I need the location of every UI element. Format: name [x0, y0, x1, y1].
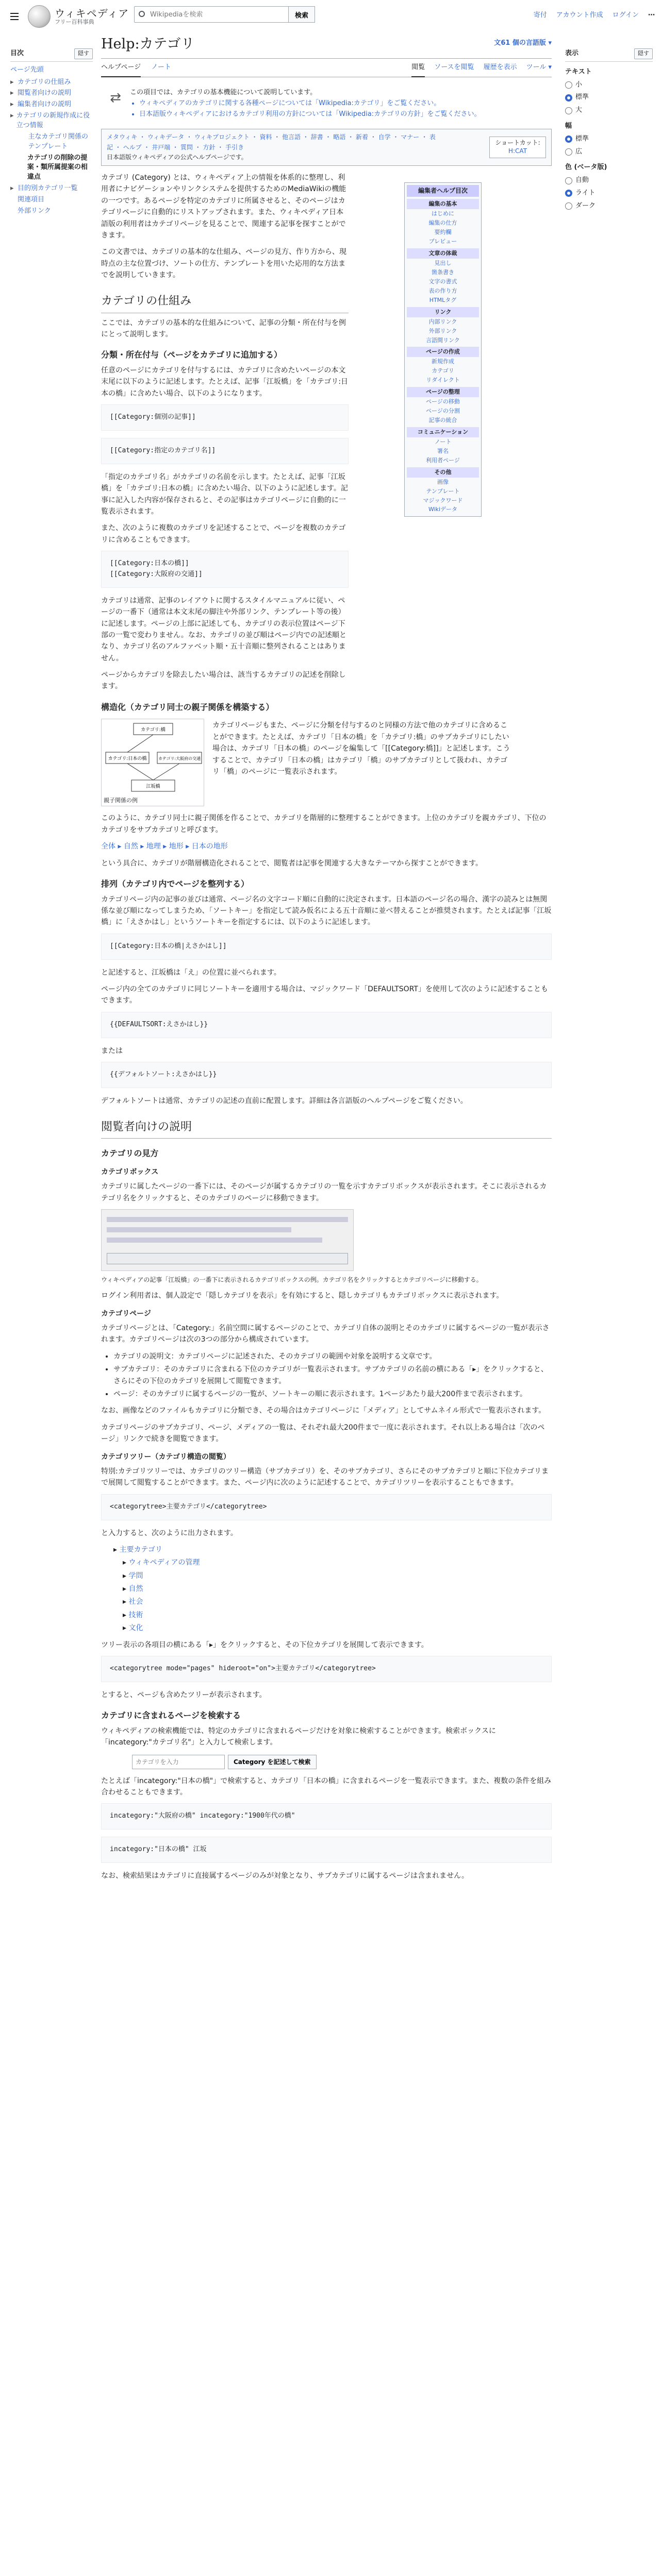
category-tree-item[interactable]	[113, 1609, 552, 1621]
code-block: [[Category:日本の橋|えさかはし]]	[101, 934, 552, 960]
navbox-link[interactable]: ノート	[434, 438, 452, 445]
paragraph: という具合に、カテゴリが階層構造化されることで、閲覧者は記事を関連する大きなテーマから探すことができます。	[101, 859, 483, 868]
disambiguation-icon: ⇄	[110, 90, 121, 106]
toc-expand-icon	[23, 132, 26, 152]
navbox-link[interactable]: 見出し	[434, 260, 452, 267]
appearance-option[interactable]	[565, 134, 653, 145]
toc-item-label: カテゴリの仕組み	[18, 78, 71, 86]
toc-item[interactable]	[10, 78, 93, 88]
paragraph: 特別:カテゴリツリーでは、カテゴリのツリー構造（サブカテゴリ）を、そのサブカテゴリ、さらにそのサブカテゴリと順に下位カテゴリまで展開して閲覧することができます。また、ページ内に次のように記述することで、カテゴリツリーを表示することもできます。	[101, 1467, 549, 1487]
category-box-screenshot	[101, 1209, 354, 1271]
appearance-option-label: ライト	[575, 189, 595, 197]
navbox-group: ページの整理	[407, 387, 479, 397]
subsection-heading: 排列（カテゴリ内でページを整列する）	[101, 879, 250, 889]
language-button[interactable]: 文61 個の言語版 ▾	[494, 39, 552, 47]
navbox-link[interactable]: 文字の書式	[428, 278, 457, 285]
navbox-link[interactable]: 署名	[437, 447, 449, 454]
diagram-svg	[102, 719, 205, 796]
diagram-node: カテゴリ:橋	[141, 727, 166, 733]
appearance-option-label: 小	[575, 80, 583, 89]
code-block: [[Category:指定のカテゴリ名]]	[101, 438, 349, 464]
appearance-option-label: 自動	[575, 176, 589, 184]
navbox-link[interactable]: はじめに	[432, 210, 454, 217]
appearance-option-label: 大	[575, 106, 583, 114]
subsection-heading: カテゴリの見方	[101, 1148, 159, 1159]
code-block: incategory:"日本の橋" 江坂	[101, 1837, 552, 1863]
tab-history[interactable]: 履歴を表示	[483, 63, 517, 71]
tree-expand-icon[interactable]: ▸	[123, 1558, 129, 1567]
navbox-group: その他	[407, 467, 479, 478]
diagram-edge	[127, 735, 153, 752]
list-item: • サブカテゴリ：そのカテゴリに含まれる下位のカテゴリが一覧表示されます。サブカテゴリの名前の横にある「▸」をクリックすると、さらにその下位のカテゴリを展開して閲覧できます。	[113, 1364, 552, 1387]
appearance-option[interactable]	[565, 105, 653, 116]
radio-icon[interactable]	[565, 177, 572, 184]
tree-expand-icon[interactable]: ▸	[123, 1624, 129, 1633]
diagram-node: カテゴリ:日本の橋	[108, 756, 147, 762]
category-tree-label: 技術	[128, 1611, 143, 1619]
tab-help-page[interactable]: ヘルプページ	[101, 62, 141, 77]
logo-name: ウィキペディア	[55, 7, 129, 20]
toc-item[interactable]	[10, 111, 93, 131]
appearance-option[interactable]	[565, 188, 653, 199]
category-tree-item[interactable]	[113, 1557, 552, 1568]
category-tree	[113, 1544, 552, 1634]
diagram-edge	[153, 764, 179, 780]
navbox-link[interactable]: 言語間リンク	[426, 336, 460, 344]
appearance-hide-button[interactable]: 隠す	[634, 48, 653, 59]
hatnote	[101, 82, 552, 125]
toc-expand-icon	[10, 195, 15, 205]
code-block: [[Category:個別の記事]]	[101, 404, 349, 431]
toc-item-label: 目的別カテゴリ一覧	[18, 184, 78, 193]
toc-sidebar	[10, 48, 93, 218]
login-link[interactable]: ログイン	[612, 11, 639, 19]
navbox-link[interactable]: カテゴリ	[432, 367, 454, 375]
paragraph: ログイン利用者は、個人設定で「隠しカテゴリを表示」を有効にすると、隠しカテゴリもカテゴリボックスに表示されます。	[101, 1292, 504, 1300]
logo-tagline: フリー百科事典	[55, 18, 94, 25]
diagram-node: カテゴリ:大阪府の交通	[158, 756, 201, 761]
appearance-title: 表示	[565, 49, 579, 57]
paragraph: または	[101, 1046, 123, 1055]
code-block: incategory:"大阪府の橋" incategory:"1900年代の橋"	[101, 1803, 552, 1829]
hatnote-link[interactable]: • 日本語版ウィキペディアにおけるカテゴリ利用の方針については「Wikipedia:カテゴリの方針」をご覧ください。	[139, 109, 481, 120]
language-count: 61 個の言語版	[501, 39, 546, 47]
tools-label: ツール	[526, 63, 547, 71]
paragraph: このように、カテゴリ同士に親子関係を作ることで、カテゴリを階層的に整理することができます。上位のカテゴリを親カテゴリ、下位のカテゴリをサブカテゴリと呼びます。	[101, 814, 547, 834]
toc-item-label: 外部リンク	[18, 207, 51, 215]
hatnote-link[interactable]: • ウィキペディアのカテゴリに関する各種ページについては「Wikipedia:カテゴリ」をご覧ください。	[139, 98, 481, 109]
navbox-link[interactable]: 外部リンク	[428, 327, 457, 334]
category-tree-item[interactable]	[113, 1622, 552, 1634]
category-tree-item[interactable]	[113, 1570, 552, 1582]
toc-expand-icon[interactable]: ▸	[10, 112, 14, 120]
toc-item-label: カテゴリの新規作成に役立つ情報	[16, 112, 90, 129]
category-tree-label: 主要カテゴリ	[119, 1545, 162, 1554]
appearance-option-label: 標準	[575, 93, 589, 101]
diagram-caption: 親子関係の例	[104, 796, 138, 804]
diagram-node: 江坂橋	[146, 784, 160, 790]
tab-tools[interactable]: ツール ▾	[526, 63, 552, 71]
category-search-button[interactable]: Category を記述して検索	[228, 1755, 317, 1769]
tab-talk[interactable]: ノート	[151, 63, 171, 71]
navbox-group: 編集の基本	[407, 199, 479, 209]
screenshot-caption: ウィキペディアの記事「江坂橋」の一番下に表示されるカテゴリボックスの例。カテゴリ名をクリックするとカテゴリページに移動する。	[101, 1276, 483, 1284]
radio-icon[interactable]	[565, 107, 572, 114]
category-tree-label: ウィキペディアの管理	[128, 1558, 200, 1567]
wikipedia-globe-icon	[28, 5, 51, 28]
navbox-group: コミュニケーション	[407, 427, 479, 437]
navbox-link[interactable]: 利用者ページ	[426, 456, 460, 464]
user-links	[534, 10, 655, 21]
paragraph: カテゴリに属したページの一番下には、そのページが属するカテゴリの一覧を示すカテゴリボックスが表示されます。そこに表示されるカテゴリ名をクリックすると、そのカテゴリのページに移動できます。	[101, 1182, 547, 1202]
subsubsection-heading: カテゴリページ	[101, 1309, 151, 1318]
toc-item-label: 編集者向けの説明	[18, 100, 72, 109]
toc-item[interactable]	[10, 100, 93, 110]
navbox-link[interactable]: 編集の仕方	[428, 219, 457, 227]
donate-link[interactable]: 寄付	[533, 11, 547, 19]
site-header	[0, 0, 662, 33]
paragraph: たとえば「incategory:"日本の橋"」で検索すると、カテゴリ「日本の橋」に含まれるページを一覧表示できます。また、複数の条件を組み合わせることもできます。	[101, 1776, 552, 1797]
tree-expand-icon[interactable]: ▸	[123, 1598, 129, 1606]
intro-paragraph: この文書では、カテゴリの基本的な仕組み、ページの見方、作り方から、現時点の主な位置づけ、ソートの仕方、テンプレートを用いた応用的な方法までを説明していきます。	[101, 248, 346, 280]
search-input[interactable]	[134, 6, 289, 23]
category-tree-label: 自然	[128, 1585, 143, 1594]
main-content	[101, 33, 552, 1887]
paragraph: ここでは、カテゴリの基本的な仕組みについて、記事の分類・所在付与を例にとって説明します。	[101, 318, 346, 339]
editor-help-navbox	[404, 182, 482, 517]
paragraph: と記述すると、江坂橋は「え」の位置に並べられます。	[101, 968, 281, 977]
navbox-title: 編集者ヘルプ目次	[407, 185, 479, 197]
category-tree-item[interactable]	[113, 1544, 552, 1555]
radio-icon[interactable]	[565, 202, 572, 210]
shortcut-label: ショートカット:	[495, 139, 540, 147]
code-block: <categorytree>主要カテゴリ</categorytree>	[101, 1494, 552, 1520]
code-block: [[Category:日本の橋]] [[Category:大阪府の交通]]	[101, 551, 349, 588]
category-hierarchy-diagram	[101, 719, 204, 806]
code-block: {{デフォルトソート:えさかはし}}	[101, 1062, 552, 1088]
navbox-link[interactable]: 新規作成	[432, 358, 454, 365]
category-tree-item[interactable]	[113, 1583, 552, 1595]
tab-view-source[interactable]: ソースを閲覧	[434, 63, 474, 71]
appearance-option[interactable]	[565, 175, 653, 186]
paragraph: 「指定のカテゴリ名」がカテゴリの名前を示します。たとえば、記事「江坂橋」を「カテゴリ:日本の橋」に含めたい場合、以下のように記述します。記事に記入した内容が保存されると、その記事はカテゴリページに自動的に一覧表示されます。	[101, 472, 349, 516]
appearance-option[interactable]	[565, 201, 653, 212]
navbox-group: 文章の体裁	[407, 248, 479, 259]
site-logo[interactable]	[28, 5, 129, 28]
navbox-link[interactable]: 要約欄	[434, 229, 452, 236]
navbox-link[interactable]: リダイレクト	[426, 377, 460, 384]
navbox-link[interactable]: ページの移動	[426, 398, 460, 405]
category-search-widget	[132, 1755, 552, 1769]
search-box	[134, 6, 315, 23]
paragraph: カテゴリページ内の記事の並びは通常、ページ名の文字コード順に自動的に決定されます。日本語のページ名の場合、漢字の読みとは無関係な並び順になってしまうため、「ソートキー」を指定して読み仮名による五十音順に並べ替えることが推奨されます。たとえば記事「江坂橋」に「えさかはし」というソートキーを指定するには、以下のように記述します。	[101, 895, 552, 927]
navbox-link[interactable]: プレビュー	[428, 238, 457, 245]
tab-read[interactable]: 閲覧	[411, 62, 425, 77]
toc-item-label: 主なカテゴリ関係のテンプレート	[28, 132, 88, 150]
navbox-link[interactable]: HTMLタグ	[429, 296, 457, 303]
radio-icon[interactable]	[565, 81, 572, 89]
help-breadcrumb[interactable]: メタウィキ ・ ウィキデータ ・ ウィキプロジェクト ・ 資料 ・ 他言語 ・ 辞書 ・ 略語 ・ 新着 ・ 自学 ・ マナー ・ 表記 ・ ヘルプ ・ 井戸端 ・ 質問 ・ 方針 ・ 手引き	[107, 133, 436, 151]
section-heading: カテゴリの仕組み	[101, 292, 349, 313]
appearance-option-label: 標準	[575, 134, 589, 143]
paragraph: なお、検索結果はカテゴリに直接属するページのみが対象となり、サブカテゴリに属するページは含まれません。	[101, 1871, 469, 1880]
intro-paragraph: カテゴリ (Category) とは、ウィキペディア上の情報を体系的に整理し、利用者にナビゲーションやリンクシステムを提供するためのMediaWikiの機能の一つです。あるページを特定のカテゴリに所属させると、そのページはカテゴリページに自動的にリストアップされます。また、ウィキペディア日本語版の利用者はカテゴリページを見ることで、関連する記事を探すことができます。	[101, 173, 346, 240]
list-item: • ページ：そのカテゴリに属するページの一覧が、ソートキーの順に表示されます。1ページあたり最大200件まで表示されます。	[113, 1388, 552, 1400]
category-path[interactable]: 全体 ▸ 自然 ▸ 地理 ▸ 地形 ▸ 日本の地形	[101, 842, 228, 851]
paragraph: なお、画像などのファイルもカテゴリに分類でき、その場合はカテゴリページに「メディア」としてサムネイル形式で一覧表示されます。	[101, 1406, 546, 1415]
navbox-group: ページの作成	[407, 347, 479, 357]
radio-icon[interactable]	[565, 94, 572, 101]
appearance-sidebar	[565, 48, 653, 214]
category-tree-label: 社会	[128, 1598, 143, 1606]
tree-expand-icon[interactable]: ▸	[123, 1611, 129, 1619]
paragraph: とすると、ページも含めたツリーが表示されます。	[101, 1690, 267, 1699]
toc-item-label: カテゴリの削除の提案・類所属提案の相違点	[27, 154, 88, 181]
subsubsection-heading: カテゴリボックス	[101, 1167, 159, 1176]
navbox-link[interactable]: 画像	[437, 478, 449, 485]
code-block: {{DEFAULTSORT:えさかはし}}	[101, 1012, 552, 1038]
navbox-link[interactable]: マジックワード	[423, 497, 463, 504]
navbox-link[interactable]: Wikiデータ	[428, 506, 458, 513]
toc-item-label: 閲覧者向けの説明	[18, 89, 72, 97]
category-tree-label: 文化	[128, 1624, 143, 1633]
diagram-edge	[127, 764, 153, 780]
toc-item[interactable]	[10, 89, 93, 98]
create-account-link[interactable]: アカウント作成	[556, 11, 603, 19]
radio-icon[interactable]	[565, 135, 572, 143]
tree-expand-icon[interactable]: ▸	[123, 1585, 129, 1594]
shortcut-box	[489, 137, 546, 158]
navbox-group: リンク	[407, 307, 479, 317]
appearance-option[interactable]	[565, 147, 653, 158]
page-title: Help:カテゴリ	[101, 36, 195, 52]
subsubsection-heading: カテゴリツリー（カテゴリ構造の閲覧）	[101, 1452, 230, 1461]
paragraph: デフォルトソートは通常、カテゴリの記述の直前に配置します。詳細は各言語版のヘルプページをご覧ください。	[101, 1096, 468, 1105]
appearance-group-label: テキスト	[565, 67, 592, 76]
appearance-option-label: 広	[575, 147, 583, 156]
paragraph: ウィキペディアの検索機能では、特定のカテゴリに含まれるページだけを対象に検索することができます。検索ボックスに「incategory:"カテゴリ名"」と入力して検索します。	[101, 1726, 496, 1747]
category-tree-label: 学問	[128, 1571, 143, 1580]
section-heading: 閲覧者向けの説明	[101, 1118, 552, 1139]
toc-item[interactable]	[10, 154, 93, 183]
paragraph: ページ内の全てのカテゴリに同じソートキーを適用する場合は、マジックワード「DEFAULTSORT」を使用して次のように記述することもできます。	[101, 985, 548, 1005]
paragraph: ツリー表示の各項目の横にある「▸」をクリックすると、その下位カテゴリを展開して表示できます。	[101, 1640, 428, 1649]
search-button[interactable]: 検索	[289, 6, 315, 23]
appearance-group-label: 色 (ベータ版)	[565, 163, 607, 172]
category-search-input[interactable]	[132, 1755, 225, 1769]
paragraph: と入力すると、次のように出力されます。	[101, 1529, 238, 1537]
navbox-link[interactable]: ページの分割	[426, 408, 460, 415]
navbox-link[interactable]: 表の作り方	[428, 287, 457, 294]
toc-expand-icon[interactable]: ▸	[10, 100, 14, 109]
toc-expand-icon	[23, 154, 25, 183]
appearance-option-label: ダーク	[575, 201, 596, 210]
paragraph: ページからカテゴリを除去したい場合は、該当するカテゴリの記述を削除します。	[101, 671, 346, 691]
appearance-group-label: 幅	[565, 122, 572, 130]
tree-expand-icon[interactable]: ▸	[123, 1571, 129, 1580]
shortcut-link[interactable]: H:CAT	[508, 147, 527, 155]
more-options-icon[interactable]: ⋯	[648, 11, 655, 19]
navbox-link[interactable]: 内部リンク	[428, 318, 457, 325]
radio-icon[interactable]	[565, 190, 572, 197]
subsection-heading: 構造化（カテゴリ同士の親子関係を構築する）	[101, 702, 274, 712]
toc-hide-button[interactable]: 隠す	[74, 48, 93, 59]
appearance-option[interactable]	[565, 80, 653, 91]
toc-item-label: 関連項目	[18, 195, 45, 204]
paragraph: 任意のページにカテゴリを付与するには、カテゴリに含めたいページの本文末尾に以下のように記述します。たとえば、記事「江坂橋」を「カテゴリ:日本の橋」に含めたい場合、以下のようになります。	[101, 366, 349, 398]
radio-icon[interactable]	[565, 148, 572, 156]
help-note: 日本語版ウィキペディアの公式ヘルプページです。	[107, 153, 247, 161]
subsection-heading: 分類・所在付与（ページをカテゴリに追加する）	[101, 350, 283, 360]
toc-expand-icon[interactable]: ▸	[10, 78, 14, 86]
toc-top-link[interactable]: ページ先頭	[10, 65, 44, 74]
toc-item[interactable]	[10, 184, 93, 194]
toc-item[interactable]	[10, 195, 93, 205]
subsection-heading: カテゴリに含まれるページを検索する	[101, 1710, 241, 1721]
toc-item[interactable]	[10, 207, 93, 216]
category-tree-item[interactable]	[113, 1596, 552, 1607]
help-navigation-box	[101, 129, 552, 166]
paragraph: カテゴリページとは、「Category:」名前空間に属するページのことで、カテゴリ自体の説明とそのカテゴリに属するページの一覧が表示されます。カテゴリページは次の3つの部分から構成されています。	[101, 1324, 550, 1344]
navbox-link[interactable]: 記事の統合	[428, 417, 457, 424]
toc-title: 目次	[10, 49, 24, 57]
hatnote-line: この項目では、カテゴリの基本機能について説明しています。	[130, 89, 317, 96]
tree-expand-icon[interactable]: ▸	[113, 1545, 120, 1554]
toc-item[interactable]	[10, 132, 93, 152]
toc-expand-icon	[10, 207, 15, 216]
toc-expand-icon[interactable]: ▸	[10, 184, 14, 193]
list-item: • カテゴリの説明文：カテゴリページに記述された、そのカテゴリの範囲や対象を説明する文章です。	[113, 1351, 552, 1362]
paragraph: カテゴリページもまた、ページに分類を付与するのと同様の方法で他のカテゴリに含めることができます。たとえば、カテゴリ「日本の橋」を「カテゴリ:橋」のサブカテゴリにしたい場合は、カテゴリ「日本の橋」のページを編集して「[[Category:橋]]」と記述します。こうすることで、カテゴリ「日本の橋」はカテゴリ「橋」のサブカテゴリとして扱われ、カテゴリ「橋」のページに一覧表示されます。	[212, 721, 510, 776]
navbox-link[interactable]: 箇条書き	[432, 268, 454, 276]
paragraph: カテゴリは通常、記事のレイアウトに関するスタイルマニュアルに従い、ページの一番下（通常は本文末尾の脚注や外部リンク、テンプレート等の後）に記述します。ページの上部に記述しても、カテゴリの表示位置はページ下部の一覧で変わりません。なお、カテゴリの並び順はページ内での記述順となり、カテゴリ名のアルファベット順・五十音順に整列されることはありません。	[101, 596, 346, 663]
navbox-link[interactable]: テンプレート	[426, 487, 460, 495]
paragraph: カテゴリページのサブカテゴリ、ページ、メディアの一覧は、それぞれ最大200件まで一度に表示されます。それ以上ある場合は「次のページ」リンクで続きを閲覧できます。	[101, 1423, 545, 1444]
toc-expand-icon[interactable]: ▸	[10, 89, 14, 97]
appearance-option[interactable]	[565, 92, 653, 103]
search-icon	[139, 11, 145, 17]
main-menu-icon[interactable]	[6, 8, 23, 25]
code-block: <categorytree mode="pages" hideroot="on">主要カテゴリ</categorytree>	[101, 1656, 552, 1682]
paragraph: また、次のように複数のカテゴリを記述することで、ページを複数のカテゴリに含めることもできます。	[101, 524, 346, 544]
